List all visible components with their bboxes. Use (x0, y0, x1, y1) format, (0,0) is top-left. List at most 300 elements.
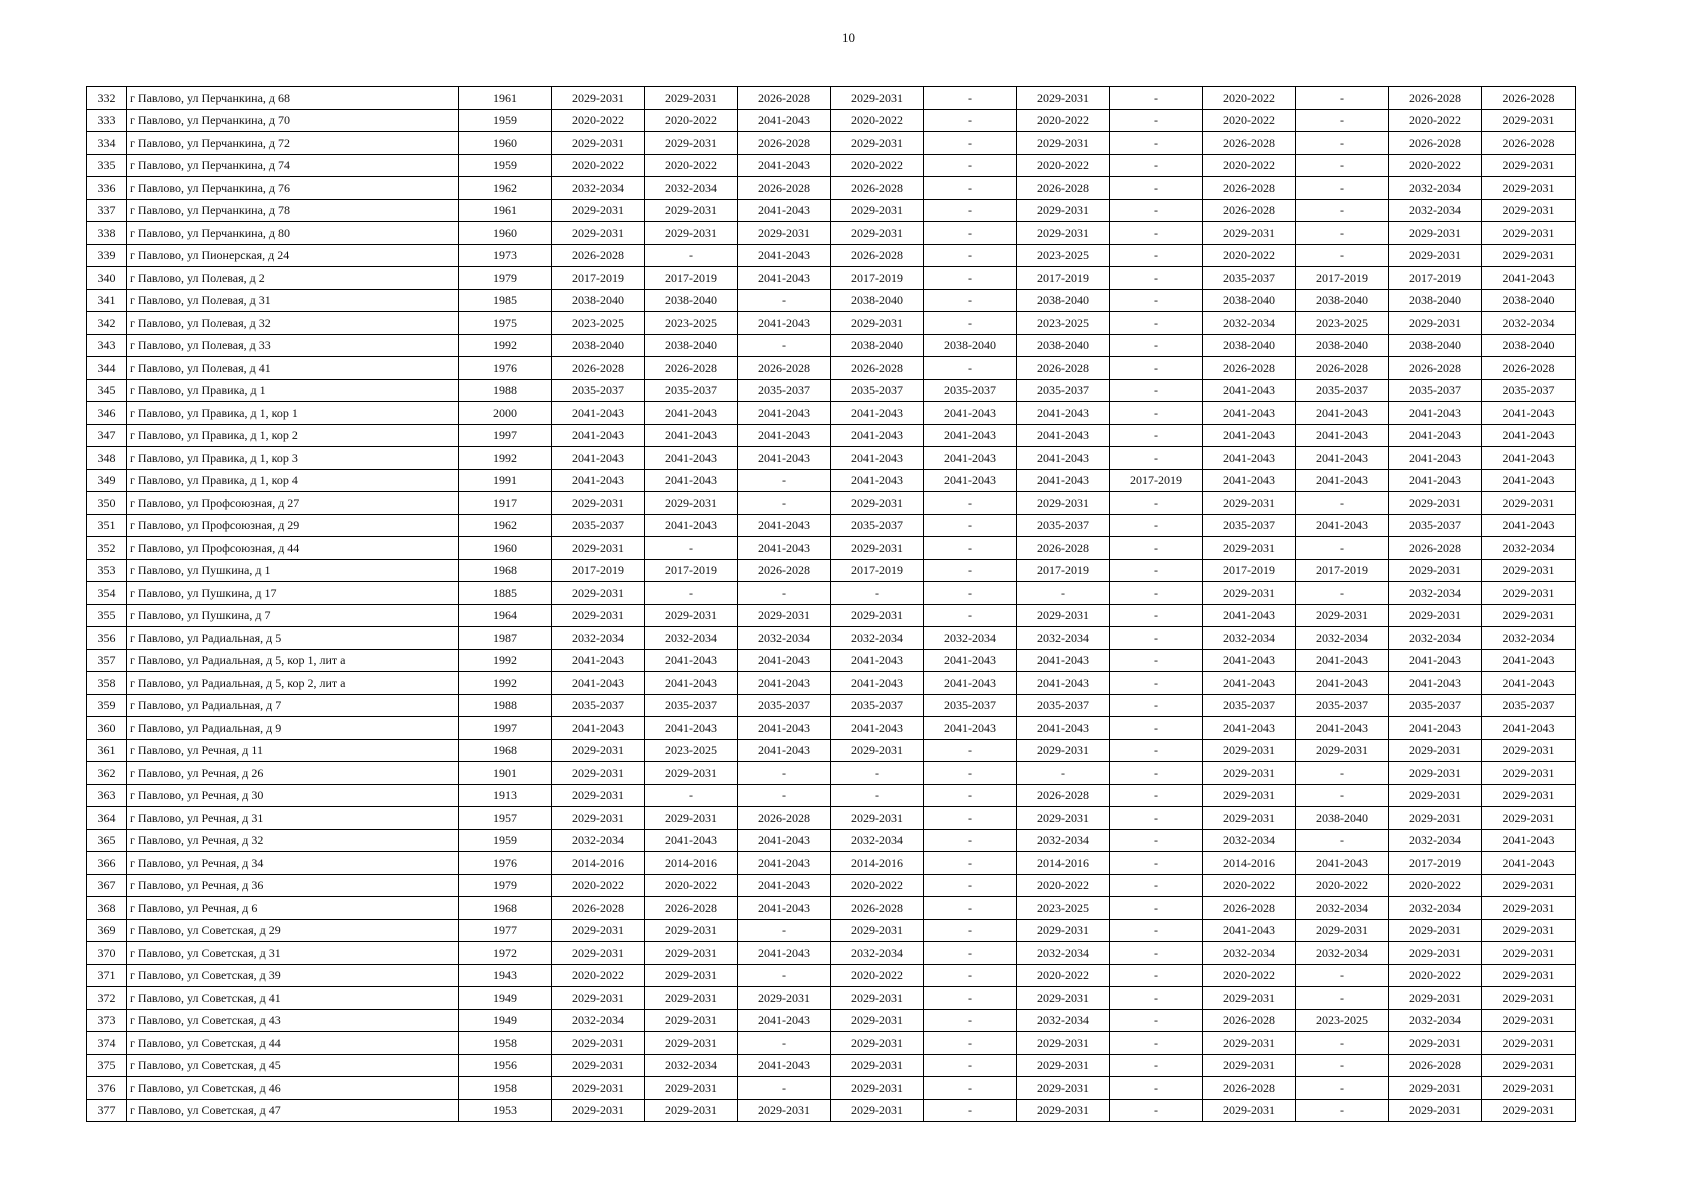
period-cell-8: 2038-2040 (1203, 289, 1296, 312)
period-cell-4: 2020-2022 (831, 964, 924, 987)
period-cell-3: 2029-2031 (738, 1099, 831, 1122)
period-cell-8: 2026-2028 (1203, 1009, 1296, 1032)
period-cell-4: 2029-2031 (831, 1054, 924, 1077)
period-cell-11: 2041-2043 (1482, 424, 1576, 447)
row-number-cell: 347 (87, 424, 127, 447)
period-cell-10: 2032-2034 (1389, 829, 1482, 852)
period-cell-5: - (924, 357, 1017, 380)
period-cell-4: 2029-2031 (831, 919, 924, 942)
period-cell-9: - (1296, 1054, 1389, 1077)
period-cell-6: 2023-2025 (1017, 312, 1110, 335)
period-cell-10: 2032-2034 (1389, 582, 1482, 605)
period-cell-11: 2041-2043 (1482, 649, 1576, 672)
period-cell-7: - (1110, 649, 1203, 672)
period-cell-9: - (1296, 784, 1389, 807)
period-cell-9: - (1296, 492, 1389, 515)
period-cell-1: 2035-2037 (552, 514, 645, 537)
period-cell-4: 2041-2043 (831, 469, 924, 492)
period-cell-8: 2020-2022 (1203, 244, 1296, 267)
period-cell-9: 2029-2031 (1296, 919, 1389, 942)
period-cell-7: - (1110, 199, 1203, 222)
period-cell-2: 2029-2031 (645, 1077, 738, 1100)
row-number-cell: 368 (87, 897, 127, 920)
period-cell-9: - (1296, 199, 1389, 222)
period-cell-2: 2029-2031 (645, 222, 738, 245)
year-built-cell: 1991 (459, 469, 552, 492)
period-cell-8: 2041-2043 (1203, 649, 1296, 672)
address-cell: г Павлово, ул Перчанкина, д 78 (127, 199, 459, 222)
period-cell-2: 2029-2031 (645, 87, 738, 110)
address-cell: г Павлово, ул Полевая, д 2 (127, 267, 459, 290)
period-cell-9: 2023-2025 (1296, 312, 1389, 335)
period-cell-5: - (924, 1032, 1017, 1055)
period-cell-4: 2026-2028 (831, 357, 924, 380)
period-cell-4: 2041-2043 (831, 672, 924, 695)
period-cell-7: - (1110, 402, 1203, 425)
period-cell-6: 2035-2037 (1017, 379, 1110, 402)
period-cell-8: 2035-2037 (1203, 267, 1296, 290)
address-cell: г Павлово, ул Радиальная, д 7 (127, 694, 459, 717)
period-cell-1: 2029-2031 (552, 1054, 645, 1077)
table-row (87, 897, 1576, 920)
period-cell-1: 2029-2031 (552, 942, 645, 965)
period-cell-10: 2032-2034 (1389, 897, 1482, 920)
period-cell-4: 2029-2031 (831, 604, 924, 627)
period-cell-1: 2029-2031 (552, 784, 645, 807)
period-cell-2: 2029-2031 (645, 1032, 738, 1055)
period-cell-2: 2035-2037 (645, 379, 738, 402)
period-cell-8: 2029-2031 (1203, 762, 1296, 785)
period-cell-11: 2029-2031 (1482, 942, 1576, 965)
period-cell-9: - (1296, 132, 1389, 155)
period-cell-6: 2023-2025 (1017, 897, 1110, 920)
period-cell-9: - (1296, 829, 1389, 852)
period-cell-11: 2041-2043 (1482, 402, 1576, 425)
period-cell-3: 2041-2043 (738, 852, 831, 875)
period-cell-11: 2026-2028 (1482, 357, 1576, 380)
row-number-cell: 332 (87, 87, 127, 110)
period-cell-7: - (1110, 559, 1203, 582)
period-cell-2: - (645, 582, 738, 605)
address-cell: г Павлово, ул Советская, д 45 (127, 1054, 459, 1077)
period-cell-9: 2032-2034 (1296, 942, 1389, 965)
table-row (87, 514, 1576, 537)
period-cell-6: 2041-2043 (1017, 447, 1110, 470)
row-number-cell: 363 (87, 784, 127, 807)
period-cell-1: 2029-2031 (552, 1077, 645, 1100)
period-cell-9: 2038-2040 (1296, 334, 1389, 357)
row-number-cell: 359 (87, 694, 127, 717)
address-cell: г Павлово, ул Правика, д 1, кор 3 (127, 447, 459, 470)
period-cell-4: 2038-2040 (831, 334, 924, 357)
year-built-cell: 1901 (459, 762, 552, 785)
period-cell-3: 2035-2037 (738, 694, 831, 717)
year-built-cell: 1988 (459, 379, 552, 402)
row-number-cell: 357 (87, 649, 127, 672)
period-cell-11: 2029-2031 (1482, 807, 1576, 830)
period-cell-10: 2041-2043 (1389, 649, 1482, 672)
period-cell-10: 2026-2028 (1389, 1054, 1482, 1077)
period-cell-6: 2032-2034 (1017, 829, 1110, 852)
period-cell-4: 2029-2031 (831, 987, 924, 1010)
period-cell-11: 2041-2043 (1482, 469, 1576, 492)
row-number-cell: 344 (87, 357, 127, 380)
period-cell-11: 2029-2031 (1482, 784, 1576, 807)
period-cell-3: 2041-2043 (738, 1054, 831, 1077)
period-cell-2: 2026-2028 (645, 897, 738, 920)
period-cell-5: - (924, 1077, 1017, 1100)
period-cell-6: 2020-2022 (1017, 964, 1110, 987)
year-built-cell: 1968 (459, 897, 552, 920)
year-built-cell: 1988 (459, 694, 552, 717)
period-cell-6: 2017-2019 (1017, 267, 1110, 290)
period-cell-2: 2029-2031 (645, 987, 738, 1010)
period-cell-9: 2041-2043 (1296, 469, 1389, 492)
period-cell-4: 2035-2037 (831, 514, 924, 537)
period-cell-10: 2029-2031 (1389, 222, 1482, 245)
period-cell-8: 2020-2022 (1203, 87, 1296, 110)
period-cell-1: 2041-2043 (552, 649, 645, 672)
period-cell-5: - (924, 514, 1017, 537)
period-cell-1: 2041-2043 (552, 717, 645, 740)
period-cell-6: 2023-2025 (1017, 244, 1110, 267)
period-cell-1: 2029-2031 (552, 87, 645, 110)
period-cell-7: - (1110, 694, 1203, 717)
row-number-cell: 356 (87, 627, 127, 650)
period-cell-7: - (1110, 244, 1203, 267)
year-built-cell: 1975 (459, 312, 552, 335)
period-cell-2: 2020-2022 (645, 109, 738, 132)
period-cell-10: 2029-2031 (1389, 244, 1482, 267)
period-cell-2: 2041-2043 (645, 424, 738, 447)
address-cell: г Павлово, ул Радиальная, д 9 (127, 717, 459, 740)
period-cell-6: 2029-2031 (1017, 987, 1110, 1010)
period-cell-10: 2029-2031 (1389, 739, 1482, 762)
year-built-cell: 1997 (459, 424, 552, 447)
period-cell-5: - (924, 829, 1017, 852)
address-cell: г Павлово, ул Советская, д 47 (127, 1099, 459, 1122)
period-cell-3: 2041-2043 (738, 402, 831, 425)
period-cell-1: 2020-2022 (552, 964, 645, 987)
address-cell: г Павлово, ул Пионерская, д 24 (127, 244, 459, 267)
year-built-cell: 1979 (459, 267, 552, 290)
period-cell-9: 2017-2019 (1296, 267, 1389, 290)
period-cell-4: 2029-2031 (831, 492, 924, 515)
period-cell-9: 2038-2040 (1296, 289, 1389, 312)
period-cell-6: 2020-2022 (1017, 874, 1110, 897)
year-built-cell: 1972 (459, 942, 552, 965)
period-cell-1: 2041-2043 (552, 672, 645, 695)
period-cell-7: - (1110, 942, 1203, 965)
period-cell-2: 2020-2022 (645, 154, 738, 177)
address-cell: г Павлово, ул Речная, д 6 (127, 897, 459, 920)
period-cell-11: 2029-2031 (1482, 762, 1576, 785)
period-cell-8: 2026-2028 (1203, 897, 1296, 920)
period-cell-4: 2029-2031 (831, 537, 924, 560)
period-cell-9: 2041-2043 (1296, 447, 1389, 470)
period-cell-7: - (1110, 222, 1203, 245)
period-cell-1: 2029-2031 (552, 919, 645, 942)
row-number-cell: 351 (87, 514, 127, 537)
period-cell-6: 2029-2031 (1017, 1054, 1110, 1077)
table-row (87, 874, 1576, 897)
period-cell-9: 2035-2037 (1296, 694, 1389, 717)
year-built-cell: 1958 (459, 1032, 552, 1055)
year-built-cell: 1985 (459, 289, 552, 312)
period-cell-5: 2041-2043 (924, 649, 1017, 672)
period-cell-3: 2035-2037 (738, 379, 831, 402)
period-cell-4: 2032-2034 (831, 829, 924, 852)
period-cell-2: 2029-2031 (645, 199, 738, 222)
address-cell: г Павлово, ул Правика, д 1, кор 2 (127, 424, 459, 447)
period-cell-6: 2029-2031 (1017, 1099, 1110, 1122)
year-built-cell: 1961 (459, 199, 552, 222)
period-cell-5: - (924, 1054, 1017, 1077)
period-cell-3: 2041-2043 (738, 1009, 831, 1032)
row-number-cell: 350 (87, 492, 127, 515)
period-cell-1: 2029-2031 (552, 492, 645, 515)
period-cell-4: 2029-2031 (831, 1077, 924, 1100)
period-cell-10: 2029-2031 (1389, 559, 1482, 582)
period-cell-7: - (1110, 717, 1203, 740)
period-cell-9: 2029-2031 (1296, 739, 1389, 762)
period-cell-2: 2029-2031 (645, 807, 738, 830)
period-cell-1: 2035-2037 (552, 379, 645, 402)
table-row (87, 424, 1576, 447)
table-row (87, 537, 1576, 560)
period-cell-2: 2032-2034 (645, 627, 738, 650)
year-built-cell: 1949 (459, 1009, 552, 1032)
address-cell: г Павлово, ул Речная, д 11 (127, 739, 459, 762)
period-cell-9: 2029-2031 (1296, 604, 1389, 627)
year-built-cell: 1943 (459, 964, 552, 987)
period-cell-4: 2026-2028 (831, 897, 924, 920)
year-built-cell: 1959 (459, 829, 552, 852)
period-cell-1: 2035-2037 (552, 694, 645, 717)
row-number-cell: 369 (87, 919, 127, 942)
period-cell-7: - (1110, 874, 1203, 897)
period-cell-6: 2020-2022 (1017, 154, 1110, 177)
period-cell-10: 2032-2034 (1389, 177, 1482, 200)
address-cell: г Павлово, ул Речная, д 30 (127, 784, 459, 807)
period-cell-10: 2020-2022 (1389, 964, 1482, 987)
period-cell-9: 2041-2043 (1296, 514, 1389, 537)
period-cell-5: - (924, 312, 1017, 335)
period-cell-11: 2029-2031 (1482, 154, 1576, 177)
period-cell-10: 2029-2031 (1389, 784, 1482, 807)
period-cell-4: 2041-2043 (831, 424, 924, 447)
period-cell-1: 2029-2031 (552, 1032, 645, 1055)
period-cell-7: 2017-2019 (1110, 469, 1203, 492)
year-built-cell: 2000 (459, 402, 552, 425)
period-cell-10: 2029-2031 (1389, 1032, 1482, 1055)
period-cell-5: - (924, 1009, 1017, 1032)
period-cell-1: 2032-2034 (552, 829, 645, 852)
period-cell-11: 2029-2031 (1482, 874, 1576, 897)
period-cell-9: 2023-2025 (1296, 1009, 1389, 1032)
period-cell-7: - (1110, 1054, 1203, 1077)
address-cell: г Павлово, ул Радиальная, д 5 (127, 627, 459, 650)
period-cell-6: 2029-2031 (1017, 919, 1110, 942)
period-cell-1: 2041-2043 (552, 447, 645, 470)
row-number-cell: 335 (87, 154, 127, 177)
period-cell-5: - (924, 109, 1017, 132)
year-built-cell: 1885 (459, 582, 552, 605)
period-cell-9: - (1296, 964, 1389, 987)
period-cell-7: - (1110, 627, 1203, 650)
period-cell-5: - (924, 267, 1017, 290)
period-cell-2: 2041-2043 (645, 829, 738, 852)
period-cell-5: - (924, 87, 1017, 110)
period-cell-4: 2029-2031 (831, 1032, 924, 1055)
period-cell-10: 2038-2040 (1389, 334, 1482, 357)
table-body (87, 87, 1576, 1122)
period-cell-3: - (738, 919, 831, 942)
period-cell-4: 2041-2043 (831, 717, 924, 740)
period-cell-7: - (1110, 1009, 1203, 1032)
period-cell-5: - (924, 874, 1017, 897)
period-cell-6: 2029-2031 (1017, 739, 1110, 762)
period-cell-7: - (1110, 672, 1203, 695)
period-cell-1: 2017-2019 (552, 267, 645, 290)
period-cell-11: 2029-2031 (1482, 559, 1576, 582)
table-row (87, 1009, 1576, 1032)
period-cell-11: 2029-2031 (1482, 109, 1576, 132)
period-cell-5: 2041-2043 (924, 402, 1017, 425)
period-cell-3: 2029-2031 (738, 222, 831, 245)
period-cell-6: 2041-2043 (1017, 649, 1110, 672)
period-cell-9: 2035-2037 (1296, 379, 1389, 402)
period-cell-2: 2029-2031 (645, 942, 738, 965)
period-cell-11: 2038-2040 (1482, 289, 1576, 312)
period-cell-11: 2038-2040 (1482, 334, 1576, 357)
period-cell-10: 2020-2022 (1389, 874, 1482, 897)
table-row (87, 672, 1576, 695)
period-cell-7: - (1110, 987, 1203, 1010)
address-cell: г Павлово, ул Советская, д 29 (127, 919, 459, 942)
address-cell: г Павлово, ул Речная, д 36 (127, 874, 459, 897)
address-cell: г Павлово, ул Перчанкина, д 74 (127, 154, 459, 177)
address-cell: г Павлово, ул Полевая, д 32 (127, 312, 459, 335)
period-cell-11: 2041-2043 (1482, 717, 1576, 740)
period-cell-4: 2026-2028 (831, 244, 924, 267)
row-number-cell: 349 (87, 469, 127, 492)
period-cell-7: - (1110, 154, 1203, 177)
year-built-cell: 1976 (459, 852, 552, 875)
period-cell-2: 2032-2034 (645, 1054, 738, 1077)
period-cell-2: 2032-2034 (645, 177, 738, 200)
period-cell-8: 2020-2022 (1203, 109, 1296, 132)
period-cell-2: 2029-2031 (645, 492, 738, 515)
address-cell: г Павлово, ул Правика, д 1 (127, 379, 459, 402)
period-cell-5: - (924, 919, 1017, 942)
period-cell-11: 2029-2031 (1482, 897, 1576, 920)
period-cell-6: 2029-2031 (1017, 1032, 1110, 1055)
table-row (87, 1099, 1576, 1122)
period-cell-7: - (1110, 1077, 1203, 1100)
period-cell-1: 2038-2040 (552, 289, 645, 312)
row-number-cell: 333 (87, 109, 127, 132)
period-cell-2: 2029-2031 (645, 1009, 738, 1032)
table-row (87, 492, 1576, 515)
table-row (87, 1077, 1576, 1100)
period-cell-8: 2029-2031 (1203, 807, 1296, 830)
table-row (87, 987, 1576, 1010)
period-cell-1: 2029-2031 (552, 537, 645, 560)
period-cell-9: 2041-2043 (1296, 402, 1389, 425)
period-cell-5: - (924, 492, 1017, 515)
period-cell-2: 2038-2040 (645, 334, 738, 357)
table-row (87, 109, 1576, 132)
period-cell-7: - (1110, 739, 1203, 762)
period-cell-9: - (1296, 1032, 1389, 1055)
year-built-cell: 1962 (459, 177, 552, 200)
address-cell: г Павлово, ул Полевая, д 33 (127, 334, 459, 357)
period-cell-10: 2020-2022 (1389, 154, 1482, 177)
address-cell: г Павлово, ул Профсоюзная, д 44 (127, 537, 459, 560)
period-cell-8: 2041-2043 (1203, 447, 1296, 470)
period-cell-5: - (924, 222, 1017, 245)
period-cell-10: 2041-2043 (1389, 672, 1482, 695)
period-cell-4: 2041-2043 (831, 649, 924, 672)
period-cell-1: 2029-2031 (552, 762, 645, 785)
period-cell-8: 2032-2034 (1203, 942, 1296, 965)
period-cell-10: 2038-2040 (1389, 289, 1482, 312)
period-cell-8: 2029-2031 (1203, 1054, 1296, 1077)
period-cell-6: 2029-2031 (1017, 807, 1110, 830)
table-row (87, 469, 1576, 492)
period-cell-5: - (924, 784, 1017, 807)
period-cell-1: 2041-2043 (552, 469, 645, 492)
year-built-cell: 1968 (459, 739, 552, 762)
period-cell-7: - (1110, 897, 1203, 920)
period-cell-8: 2026-2028 (1203, 177, 1296, 200)
row-number-cell: 361 (87, 739, 127, 762)
period-cell-11: 2029-2031 (1482, 964, 1576, 987)
period-cell-9: - (1296, 244, 1389, 267)
year-built-cell: 1956 (459, 1054, 552, 1077)
address-cell: г Павлово, ул Радиальная, д 5, кор 2, лит а (127, 672, 459, 695)
period-cell-2: 2023-2025 (645, 312, 738, 335)
period-cell-11: 2026-2028 (1482, 87, 1576, 110)
period-cell-3: - (738, 582, 831, 605)
period-cell-8: 2014-2016 (1203, 852, 1296, 875)
period-cell-8: 2041-2043 (1203, 604, 1296, 627)
address-cell: г Павлово, ул Речная, д 31 (127, 807, 459, 830)
table-row (87, 379, 1576, 402)
year-built-cell: 1958 (459, 1077, 552, 1100)
period-cell-2: 2014-2016 (645, 852, 738, 875)
period-cell-7: - (1110, 289, 1203, 312)
period-cell-11: 2032-2034 (1482, 537, 1576, 560)
period-cell-3: 2041-2043 (738, 312, 831, 335)
period-cell-4: 2029-2031 (831, 312, 924, 335)
table-row (87, 582, 1576, 605)
period-cell-10: 2041-2043 (1389, 717, 1482, 740)
year-built-cell: 1957 (459, 807, 552, 830)
period-cell-4: 2020-2022 (831, 109, 924, 132)
period-cell-2: 2023-2025 (645, 739, 738, 762)
address-cell: г Павлово, ул Полевая, д 41 (127, 357, 459, 380)
period-cell-7: - (1110, 964, 1203, 987)
period-cell-9: - (1296, 762, 1389, 785)
period-cell-7: - (1110, 829, 1203, 852)
period-cell-4: 2032-2034 (831, 942, 924, 965)
year-built-cell: 1962 (459, 514, 552, 537)
period-cell-3: - (738, 1032, 831, 1055)
period-cell-2: 2041-2043 (645, 469, 738, 492)
address-cell: г Павлово, ул Профсоюзная, д 29 (127, 514, 459, 537)
